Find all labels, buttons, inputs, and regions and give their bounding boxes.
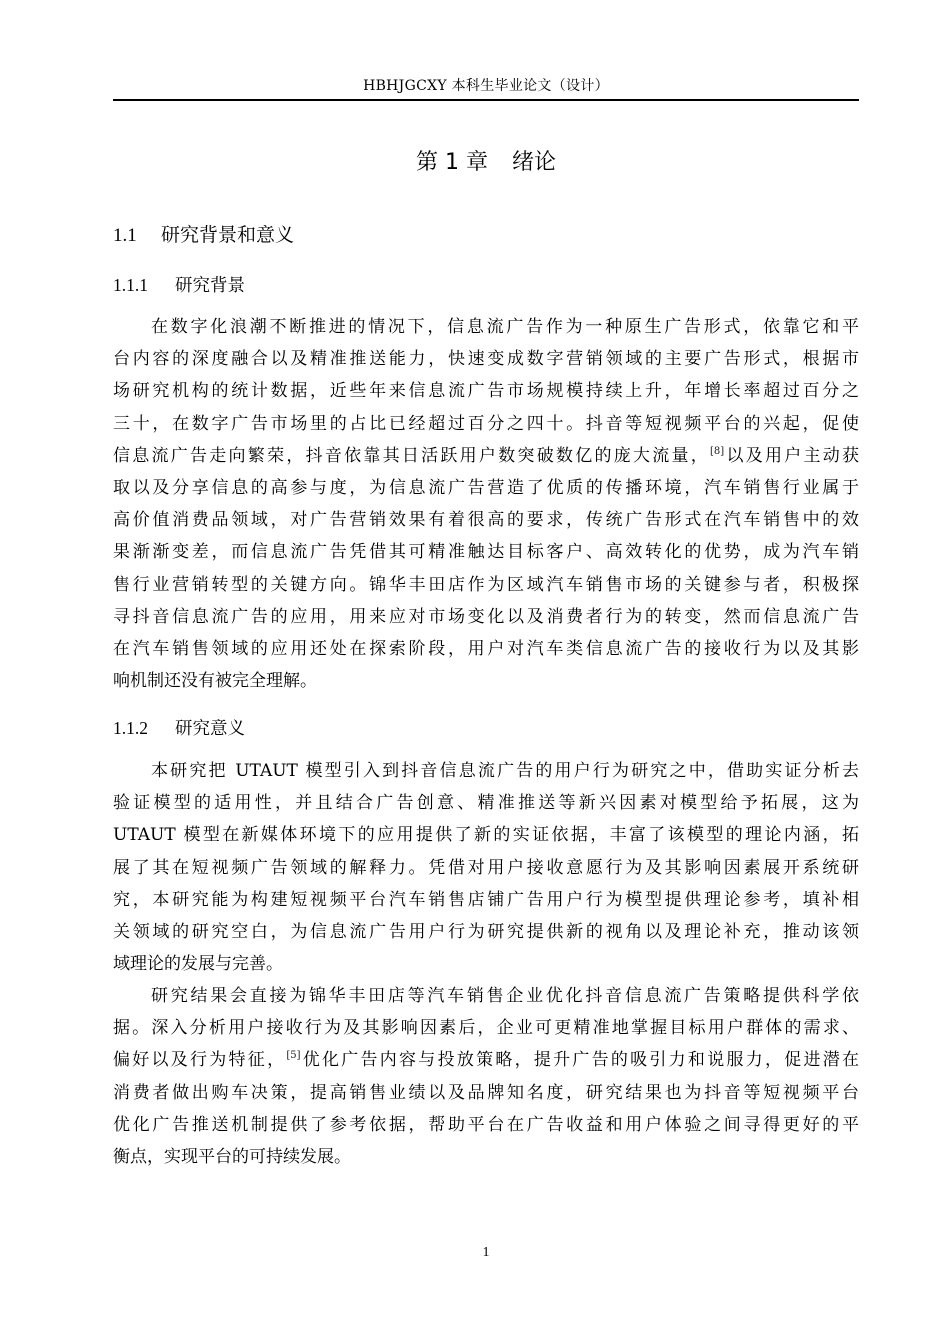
paragraph-line: 衡点，实现平台的可持续发展。	[113, 1146, 351, 1167]
section-title: 研究背景和意义	[161, 224, 295, 246]
paragraph-research-significance-2	[113, 980, 859, 1173]
paragraph-line: 响机制还没有被完全理解。	[113, 671, 317, 692]
paragraph-line: 消费者做出购车决策，提高销售业绩以及品牌知名度，研究结果也为抖音等短视频平台	[113, 1082, 859, 1103]
subsection-number: 1.1.1	[113, 275, 148, 295]
paragraph-line: 果渐渐变差，而信息流广告凭借其可精准触达目标客户、高效转化的优势，成为汽车销	[113, 542, 859, 563]
paragraph-line: 据。深入分析用户接收行为及其影响因素后，企业可更精准地掌握目标用户群体的需求、	[113, 1018, 859, 1039]
subsection-heading-1-1-1	[113, 273, 245, 298]
subsection-heading-1-1-2	[113, 716, 245, 741]
section-heading-1-1	[113, 222, 294, 249]
subsection-title: 研究意义	[175, 719, 245, 739]
line-text: 信息流广告走向繁荣，抖音依靠其日活跃用户数突破数亿的庞大流量，	[113, 445, 711, 466]
line-text: 偏好以及行为特征，	[113, 1050, 287, 1071]
paragraph-line: 三十，在数字广告市场里的占比已经超过百分之四十。抖音等短视频平台的兴起，促使	[113, 413, 859, 434]
chapter-number: 第 1 章	[416, 150, 488, 175]
chapter-name: 绪论	[511, 150, 556, 175]
header-rule	[113, 99, 859, 101]
paragraph-line: 优化广告推送机制提供了参考依据，帮助平台在广告收益和用户体验之间寻得更好的平	[113, 1114, 859, 1135]
paragraph-research-significance-1	[113, 755, 859, 980]
paragraph-line: 展了其在短视频广告领域的解释力。凭借对用户接收意愿行为及其影响因素展开系统研	[113, 857, 859, 878]
paragraph-line: 究，本研究能为构建短视频平台汽车销售店铺广告用户行为模型提供理论参考，填补相	[113, 889, 859, 910]
chapter-title	[113, 148, 859, 178]
citation-8: [8]	[710, 445, 725, 457]
paragraph-line: 关领域的研究空白，为信息流广告用户行为研究提供新的视角以及理论补充，推动该领	[113, 921, 859, 942]
paragraph-line: 售行业营销转型的关键方向。锦华丰田店作为区域汽车销售市场的关键参与者，积极探	[113, 574, 859, 595]
paragraph-line: 验证模型的适用性，并且结合广告创意、精准推送等新兴因素对模型给予拓展，这为	[113, 793, 859, 814]
paragraph-line: UTAUT 模型在新媒体环境下的应用提供了新的实证依据，丰富了该模型的理论内涵，拓	[113, 825, 859, 846]
line-text-tail: 以及用户主动获	[724, 445, 860, 466]
paragraph-line: 取以及分享信息的高参与度，为信息流广告营造了优质的传播环境，汽车销售行业属于	[113, 477, 859, 498]
line-text-tail: 优化广告内容与投放策略，提升广告的吸引力和说服力，促进潜在	[300, 1050, 859, 1071]
page-number: 1	[482, 1245, 490, 1260]
paragraph-line: 台内容的深度融合以及精准推送能力，快速变成数字营销领域的主要广告形式，根据市	[113, 349, 859, 370]
paragraph-line-with-citation	[113, 1044, 859, 1076]
subsection-number: 1.1.2	[113, 718, 148, 738]
paragraph-line: 在汽车销售领域的应用还处在探索阶段，用户对汽车类信息流广告的接收行为以及其影	[113, 638, 859, 659]
section-number: 1.1	[113, 225, 137, 246]
paragraph-line: 本研究把 UTAUT 模型引入到抖音信息流广告的用户行为研究之中，借助实证分析去	[151, 761, 859, 781]
paragraph-line: 研究结果会直接为锦华丰田店等汽车销售企业优化抖音信息流广告策略提供科学依	[151, 986, 859, 1006]
paragraph-line: 场研究机构的统计数据，近些年来信息流广告市场规模持续上升，年增长率超过百分之	[113, 381, 859, 402]
paragraph-line-with-citation	[113, 440, 859, 472]
running-header: HBHJGCXY 本科生毕业论文（设计）	[363, 78, 609, 94]
citation-5: [5]	[286, 1050, 301, 1062]
subsection-title: 研究背景	[175, 276, 245, 296]
paragraph-research-background	[113, 311, 859, 697]
paragraph-line: 寻抖音信息流广告的应用，用来应对市场变化以及消费者行为的转变，然而信息流广告	[113, 606, 859, 627]
paragraph-line: 域理论的发展与完善。	[113, 954, 283, 975]
paragraph-line: 在数字化浪潮不断推进的情况下，信息流广告作为一种原生广告形式，依靠它和平	[151, 317, 859, 337]
paragraph-line: 高价值消费品领域，对广告营销效果有着很高的要求，传统广告形式在汽车销售中的效	[113, 510, 859, 531]
